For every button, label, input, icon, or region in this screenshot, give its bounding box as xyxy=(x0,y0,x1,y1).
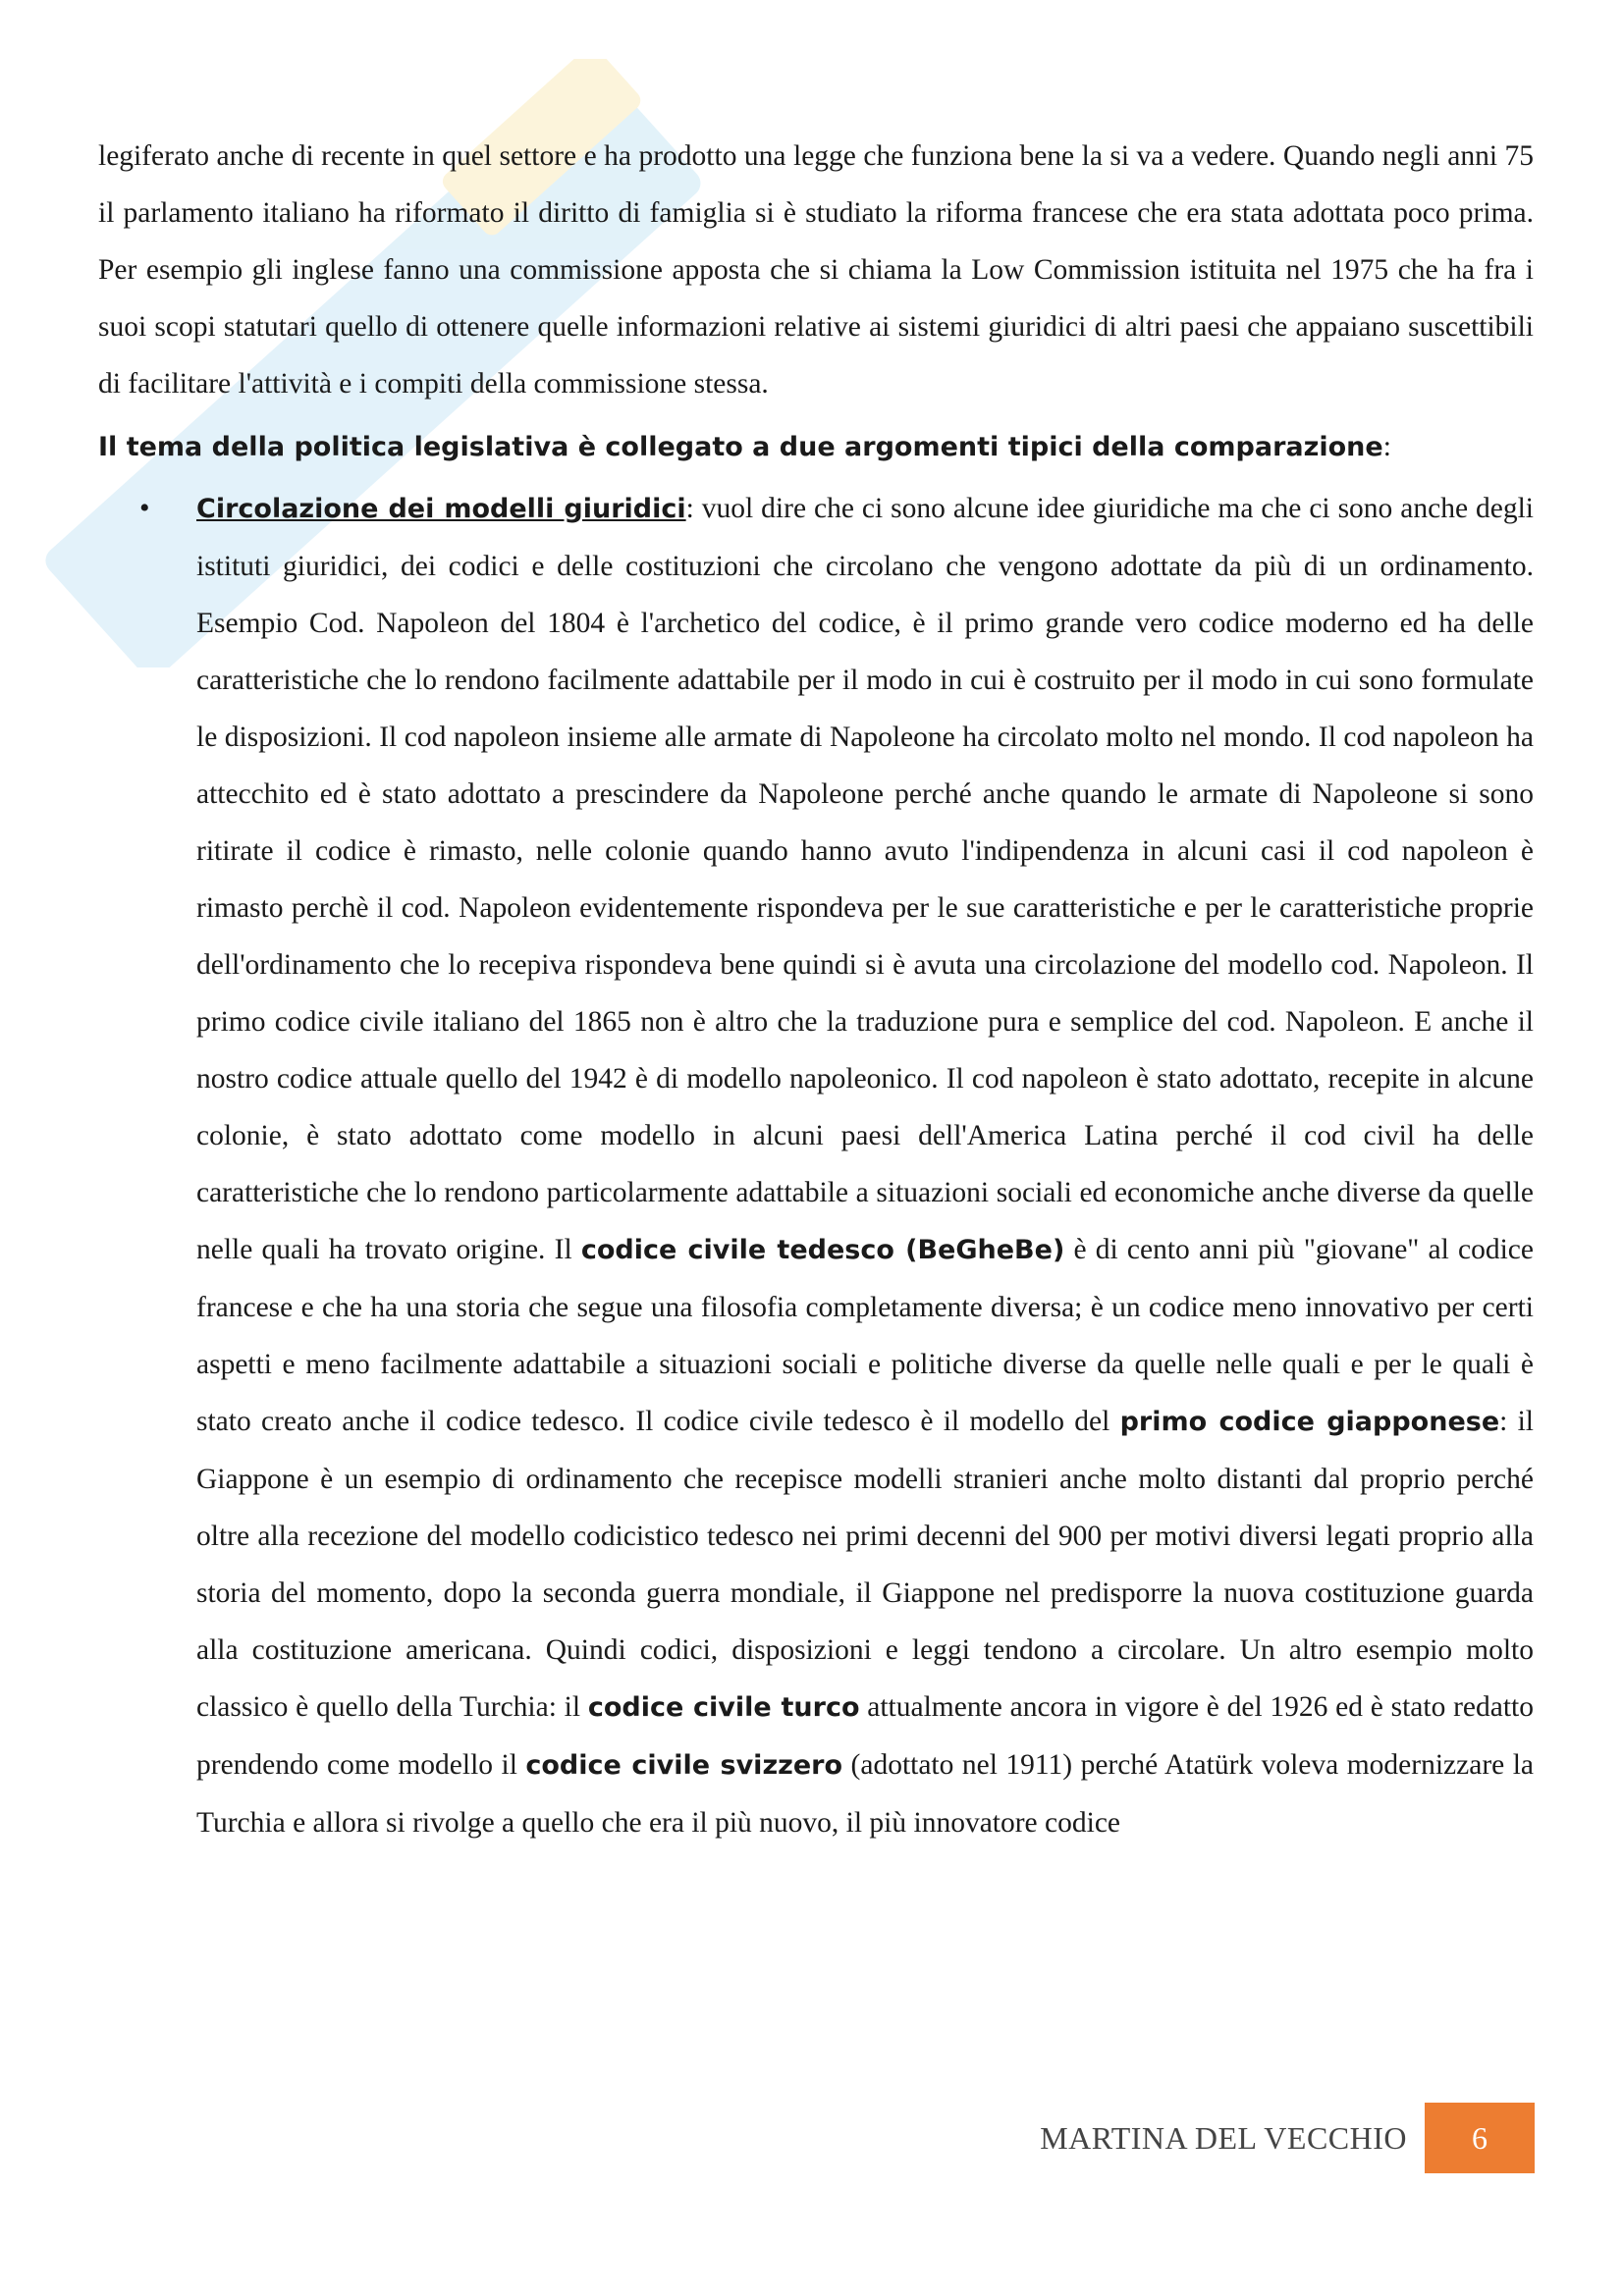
bullet-item-circolazione: • Circolazione dei modelli giuridici: vuol dire che ci sono alcune idee giuridiche ma che ci sono anche degli istituti giuridici, dei codici e delle costituzioni che circolano che vengono adottate da più di un ordinamento. Esempio Cod. Napoleon del 1804 è l'archetico del codice, è il primo grande vero codice moderno ed ha delle caratteristiche che lo rendono facilmente adattabile per il modo in cui è costruito per il modo in cui sono formulate le disposizioni. Il cod napoleon insieme alle armate di Napoleone ha circolato molto nel mondo. Il cod napoleon ha attecchito ed è stato adottato a prescindere da Napoleone perché anche quando le armate di Napoleone si sono ritirate il codice è rimasto, nelle colonie quando hanno avuto l'indipendenza in alcuni casi il cod napoleon è rimasto perchè il cod. Napoleon evidentemente rispondeva per le sue caratteristiche e per le caratteristiche proprie dell'ordinamento che lo recepiva rispondeva bene quindi si è avuta una circolazione del modello cod. Napoleon. Il primo codice civile italiano del 1865 non è altro che la traduzione pura e semplice del cod. Napoleon. E anche il nostro codice attuale quello del 1942 è di modello napoleonico. Il cod napoleon è stato adottato, recepite in alcune colonie, è stato adottato come modello in alcuni paesi dell'America Latina perché il cod civil ha delle caratteristiche che lo rendono particolarmente adattabile a situazioni sociali ed economiche anche diverse da quelle nelle quali ha trovato origine. Il codice civile tedesco (BeGheBe) è di cento anni più "giovane" al codice francese e che ha una storia che segue una filosofia completamente diversa; è un codice meno innovativo per certi aspetti e meno facilmente adattabile a situazioni sociali e politiche diverse da quelle nelle quali e per le quali è stato creato anche il codice tedesco. Il codice civile tedesco è il modello del primo codice giapponese: il Giappone è un esempio di ordinamento che recepisce modelli stranieri anche molto distanti dal proprio perché oltre alla recezione del modello codicistico tedesco nei primi decenni del 900 per motivi diversi legati proprio alla storia del momento, dopo la seconda guerra mondiale, il Giappone nel predisporre la nuova costituzione guarda alla costituzione americana. Quindi codici, disposizioni e leggi tendono a circolare. Un altro esempio molto classico è quello della Turchia: il codice civile turco attualmente ancora in vigore è del 1926 ed è stato redatto prendendo come modello il codice civile svizzero (adottato nel 1911) perché Atatürk voleva modernizzare la Turchia e allora si rivolge a quello che era il più nuovo, il più innovatore codice xyxy=(196,480,1534,1851)
footer-author: MARTINA DEL VECCHIO xyxy=(1040,2119,1407,2156)
page-body xyxy=(98,128,1534,1851)
page-footer xyxy=(1040,2103,1535,2173)
bullet-icon: • xyxy=(139,492,150,524)
term-circolazione: Circolazione dei modelli giuridici xyxy=(196,494,686,524)
term-codice-giapponese: primo codice giapponese xyxy=(1119,1407,1500,1437)
intro-paragraph: legiferato anche di recente in quel settore e ha prodotto una legge che funziona bene la si va a vedere. Quando negli anni 75 il parlamento italiano ha riformato il diritto di famiglia si è studiato la riforma francese che era stata adottata poco prima. Per esempio gli inglese fanno una commissione apposta che si chiama la Low Commission istituita nel 1975 che ha fra i suoi scopi statutari quello di ottenere quelle informazioni relative ai sistemi giuridici di altri paesi che appaiano suscettibili di facilitare l'attività e i compiti della commissione stessa. xyxy=(98,140,1534,400)
term-codice-tedesco: codice civile tedesco (BeGheBe) xyxy=(580,1235,1065,1265)
section-heading: Il tema della politica legislativa è collegato a due argomenti tipici della comparazione: xyxy=(98,431,1391,462)
page-number-badge: 6 xyxy=(1425,2103,1535,2173)
term-codice-svizzero: codice civile svizzero xyxy=(525,1750,843,1781)
term-codice-turco: codice civile turco xyxy=(587,1692,860,1723)
